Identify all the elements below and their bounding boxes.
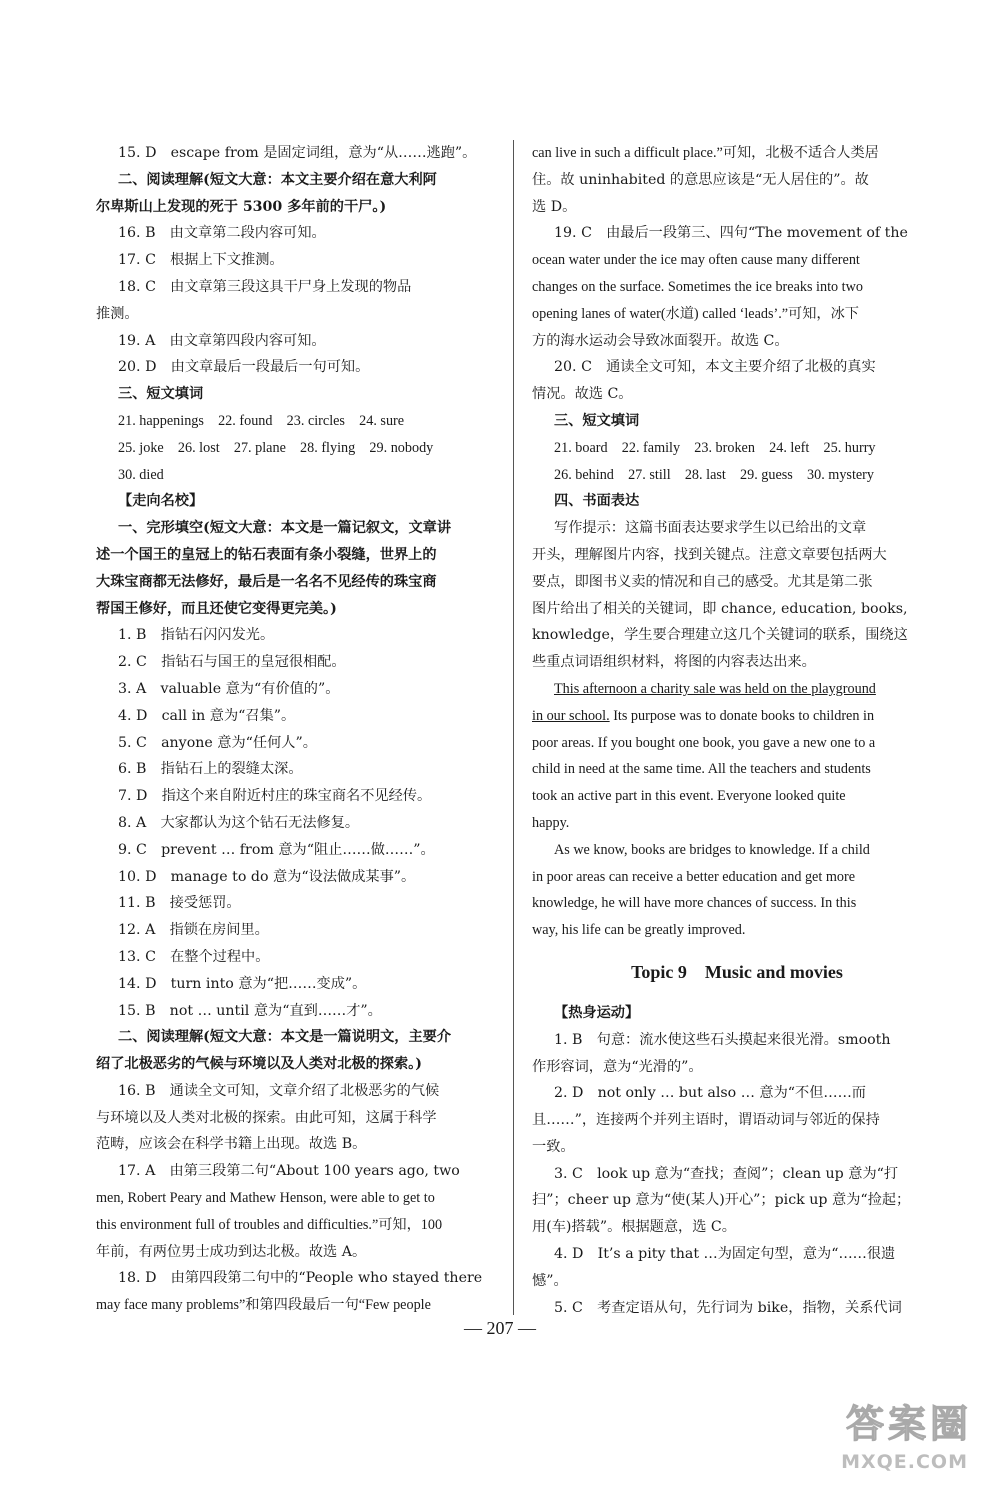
answer-line: 1. B 句意：流水使这些石头摸起来很光滑。smooth (554, 1031, 891, 1048)
answer-line: 5. C 考查定语从句，先行词为 bike，指物，关系代词 (554, 1299, 902, 1316)
watermark-url: MXQE.COM (841, 1451, 968, 1473)
essay-line (532, 703, 942, 730)
section-heading: 三、短文填词 (554, 412, 640, 429)
answer-line: 5. C anyone 意为“任何人”。 (118, 734, 317, 751)
topic-heading: Topic 9 Music and movies (631, 961, 843, 982)
answer-line: 10. D manage to do 意为“设法做成某事”。 (118, 868, 416, 885)
answer-line: 憾”。 (532, 1272, 568, 1289)
section-heading: 【走向名校】 (118, 493, 204, 510)
answer-line: 2. C 指钻石与国王的皇冠很相配。 (118, 654, 346, 671)
essay-line: in poor areas can receive a better education and get more (532, 868, 855, 885)
answer-line: 15. D escape from 是固定词组，意为“从……逃跑”。 (118, 145, 477, 161)
section-heading: 一、完形填空(短文大意：本文是一篇记叙文，文章讲 (118, 520, 452, 537)
answer-line: 情况。故选 C。 (532, 386, 633, 403)
writing-tip-line: 开头，理解图片内容，找到关键点。注意文章要包括两大 (532, 546, 887, 563)
answer-line: 19. A 由文章第四段内容可知。 (118, 332, 326, 349)
answer-line: 用(车)搭载”。根据题意，选 C。 (532, 1219, 736, 1236)
answer-line: 6. B 指钻石上的裂缝太深。 (118, 761, 303, 778)
answer-line: 8. A 大家都认为这个钻石无法修复。 (118, 814, 360, 831)
essay-line: As we know, books are bridges to knowledge. If a child (554, 841, 870, 858)
essay-line: child in need at the same time. All the teachers and students (532, 761, 871, 778)
section-heading-cont: 尔卑斯山上发现的死于 5300 多年前的干尸。) (96, 198, 387, 215)
answer-line: 1. B 指钻石闪闪发光。 (118, 627, 275, 644)
answer-line: 14. D turn into 意为“把……变成”。 (118, 975, 367, 992)
answer-line: ocean water under the ice may often cause many different (532, 252, 860, 269)
answer-line: 一致。 (532, 1138, 575, 1155)
section-heading: 四、书面表达 (554, 493, 640, 510)
answer-line: 7. D 指这个来自附近村庄的珠宝商名不见经传。 (118, 788, 432, 805)
left-column (96, 140, 498, 1319)
answer-line: 13. C 在整个过程中。 (118, 948, 270, 965)
answer-line: may face many problems”和第四段最后一句“Few people (96, 1297, 431, 1314)
answer-line: 扫”；cheer up 意为“使(某人)开心”；pick up 意为“捡起； (532, 1192, 911, 1209)
answer-line: 21. board 22. family 23. broken 24. left 25. hurry (554, 439, 876, 456)
answer-line: 9. C prevent … from 意为“阻止……做……”。 (118, 841, 435, 858)
answer-line: 2. D not only … but also … 意为“不但……而 (554, 1085, 866, 1102)
answer-line: 范畴，应该会在科学书籍上出现。故选 B。 (96, 1136, 367, 1153)
answer-line: 年前，有两位男士成功到达北极。故选 A。 (96, 1243, 367, 1260)
answer-line: men, Robert Peary and Mathew Henson, were able to get to (96, 1190, 435, 1207)
column-divider (513, 140, 514, 1315)
essay-line: knowledge, he will have more chances of success. In this (532, 895, 857, 912)
answer-line: 4. D It’s a pity that …为固定句型，意为“……很遗 (554, 1246, 896, 1263)
section-heading-cont: 大珠宝商都无法修好，最后是一名名不见经传的珠宝商 (96, 573, 437, 590)
given-opening-text: in our school. (532, 707, 610, 724)
answer-line: 25. joke 26. lost 27. plane 28. flying 29. nobody (118, 439, 434, 456)
page-number: — 207 — (464, 1318, 536, 1338)
answer-line: 20. D 由文章最后一段最后一句可知。 (118, 359, 370, 376)
section-heading-cont: 绍了北极恶劣的气候与环境以及人类对北极的探索。) (96, 1056, 422, 1073)
answer-line: 18. D 由第四段第二句中的“People who stayed there (118, 1270, 483, 1287)
answer-line: 推测。 (96, 305, 139, 322)
writing-tip-line: 图片给出了相关的关键词，即 chance, education, books, (532, 600, 908, 617)
section-heading: 二、阅读理解(短文大意：本文是一篇说明文，主要介 (118, 1029, 452, 1046)
section-heading: 【热身运动】 (554, 1004, 640, 1021)
answer-line: this environment full of troubles and difficulties.”可知，100 (96, 1216, 443, 1233)
given-opening-text: This afternoon a charity sale was held on the playground (554, 680, 876, 697)
answer-line: 17. C 根据上下文推测。 (118, 252, 284, 269)
writing-tip-line: knowledge，学生要合理建立这几个关键词的联系，围绕这 (532, 627, 908, 644)
answer-line: 方的海水运动会导致冰面裂开。故选 C。 (532, 332, 789, 349)
answer-line: 11. B 接受惩罚。 (118, 895, 241, 912)
writing-tip-line: 要点，即图书义卖的情况和自己的感受。尤其是第二张 (532, 573, 873, 590)
answer-line: 作形容词，意为“光滑的”。 (532, 1058, 703, 1075)
site-watermark-logo (767, 1393, 972, 1473)
answer-line: 3. A valuable 意为“有价值的”。 (118, 680, 340, 697)
essay-line: poor areas. If you bought one book, you gave a new one to a (532, 734, 876, 751)
answer-line: 12. A 指锁在房间里。 (118, 922, 269, 939)
writing-tip-line: 写作提示：这篇书面表达要求学生以已给出的文章 (554, 520, 867, 537)
essay-text: Its purpose was to donate books to children in (609, 707, 875, 724)
section-heading-cont: 述一个国王的皇冠上的钻石表面有条小裂缝，世界上的 (96, 546, 437, 563)
essay-line: way, his life can be greatly improved. (532, 922, 746, 939)
answer-line: opening lanes of water(水道) called ‘leads’.”可知，冰下 (532, 305, 859, 322)
answer-line: 16. B 由文章第二段内容可知。 (118, 225, 326, 242)
answer-line: changes on the surface. Sometimes the ice breaks into two (532, 278, 863, 295)
section-heading: 三、短文填词 (118, 386, 204, 403)
answer-line: 30. died (118, 466, 164, 483)
watermark-text: 答案圈 (845, 1402, 972, 1446)
answer-line: 16. B 通读全文可知，文章介绍了北极恶劣的气候 (118, 1082, 440, 1099)
answer-line: 17. A 由第三段第二句“About 100 years ago, two (118, 1163, 460, 1180)
answer-line: 18. C 由文章第三段这具干尸身上发现的物品 (118, 278, 412, 295)
answer-line: 21. happenings 22. found 23. circles 24. sure (118, 412, 405, 429)
section-heading-cont: 帮国王修好，而且还使它变得更完美。) (96, 600, 337, 617)
answer-line: 4. D call in 意为“召集”。 (118, 707, 296, 724)
right-column (532, 140, 942, 1321)
answer-line: 且……”，连接两个并列主语时，谓语动词与邻近的保持 (532, 1112, 880, 1129)
answer-line: 住。故 uninhabited 的意思应该是“无人居住的”。故 (532, 171, 869, 188)
section-heading: 二、阅读理解(短文大意：本文主要介绍在意大利阿 (118, 171, 437, 188)
answer-line: 20. C 通读全文可知，本文主要介绍了北极的真实 (554, 359, 876, 376)
answer-line: 3. C look up 意为“查找；查阅”；clean up 意为“打 (554, 1165, 899, 1182)
answer-line: 与环境以及人类对北极的探索。由此可知，这属于科学 (96, 1109, 437, 1126)
essay-line (532, 676, 942, 703)
answer-line: 19. C 由最后一段第三、四句“The movement of the (554, 225, 908, 242)
essay-line: took an active part in this event. Everyone looked quite (532, 788, 846, 805)
answer-line: 15. B not … until 意为“直到……才”。 (118, 1002, 382, 1019)
answer-line: can live in such a difficult place.”可知，北极不适合人类居 (532, 145, 879, 161)
writing-tip-line: 些重点词语组织材料，将图的内容表达出来。 (532, 654, 816, 671)
answer-line: 选 D。 (532, 198, 577, 215)
answer-line: 26. behind 27. still 28. last 29. guess 30. mystery (554, 466, 874, 483)
essay-line: happy. (532, 814, 570, 831)
